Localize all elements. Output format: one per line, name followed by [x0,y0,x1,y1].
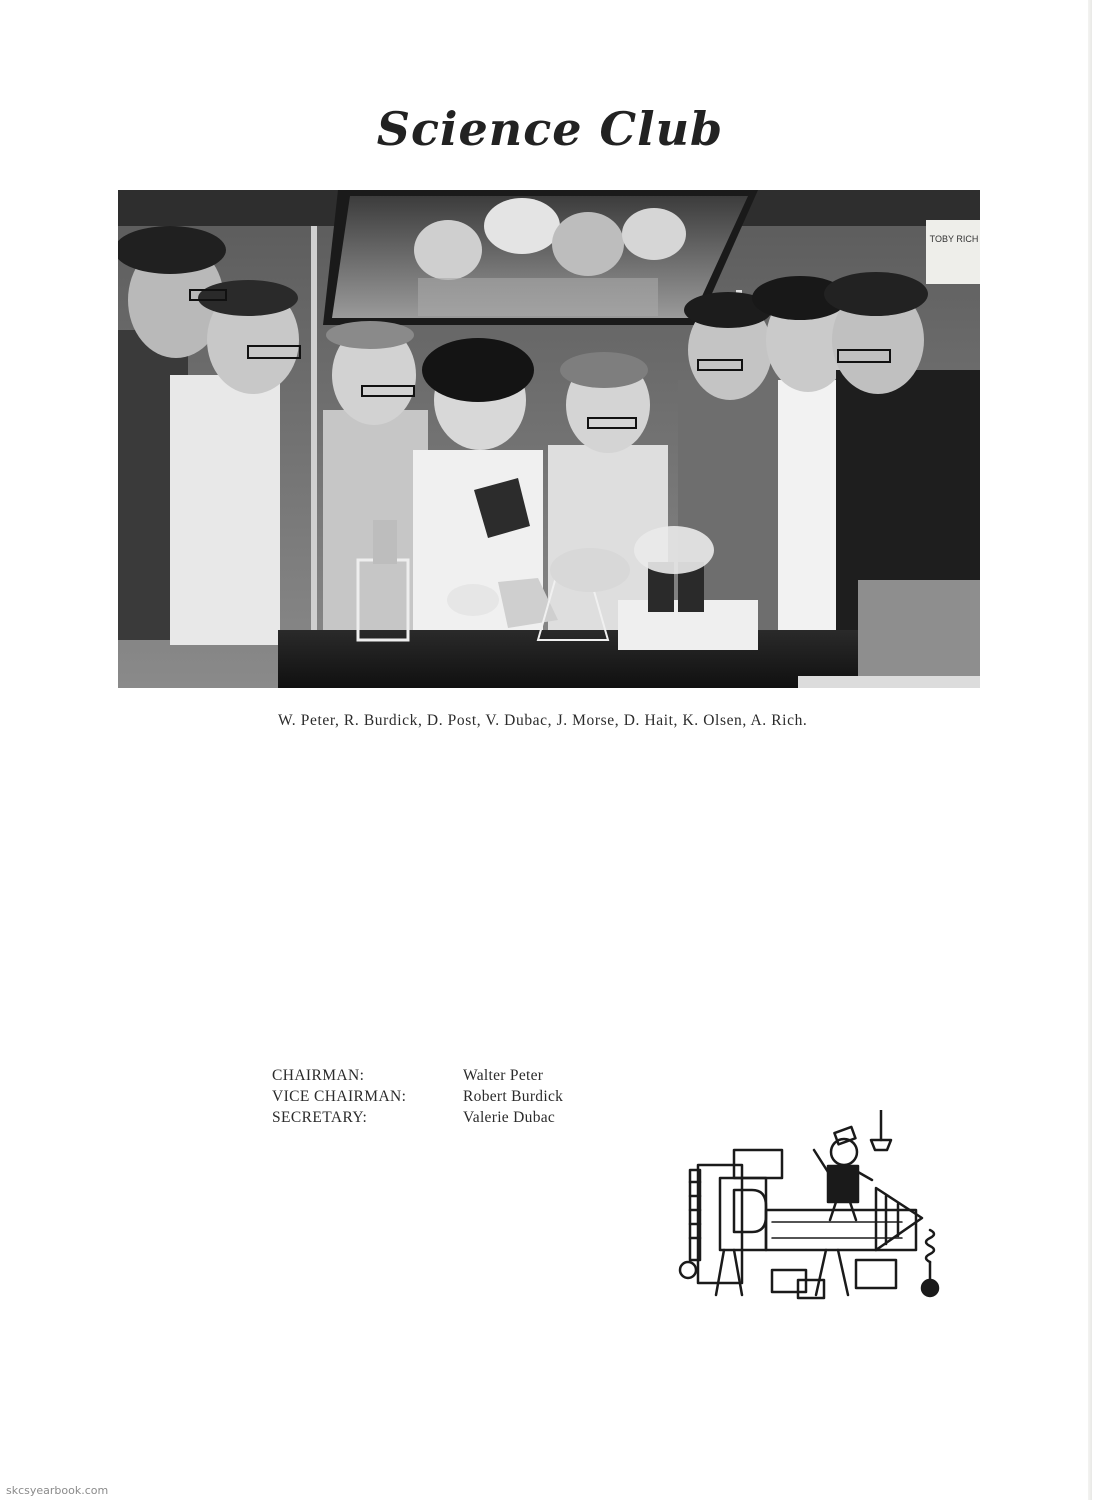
wall-sign-text: TOBY RICH [929,234,979,244]
officer-row-vice-chairman [272,1086,563,1107]
officer-name: Robert Burdick [463,1088,564,1105]
officer-role: SECRETARY: [272,1109,368,1126]
officer-row-secretary [272,1107,563,1128]
photo-caption: W. Peter, R. Burdick, D. Post, V. Dubac, J. Morse, D. Hait, K. Olsen, A. Rich. [278,712,808,729]
group-photo-illustration [118,190,980,688]
officer-name: Walter Peter [463,1067,544,1084]
scientist-cartoon-drawing [676,1110,946,1305]
officers-list [272,1065,563,1128]
page-title: Science Club [376,102,724,156]
group-photo [118,190,980,688]
watermark: skcsyearbook.com [6,1484,109,1497]
officer-role: VICE CHAIRMAN: [272,1088,407,1105]
page-edge [1088,0,1092,1500]
officer-row-chairman [272,1065,563,1086]
officer-name: Valerie Dubac [463,1109,556,1126]
officer-role: CHAIRMAN: [272,1067,365,1084]
scientist-cartoon [676,1110,946,1305]
